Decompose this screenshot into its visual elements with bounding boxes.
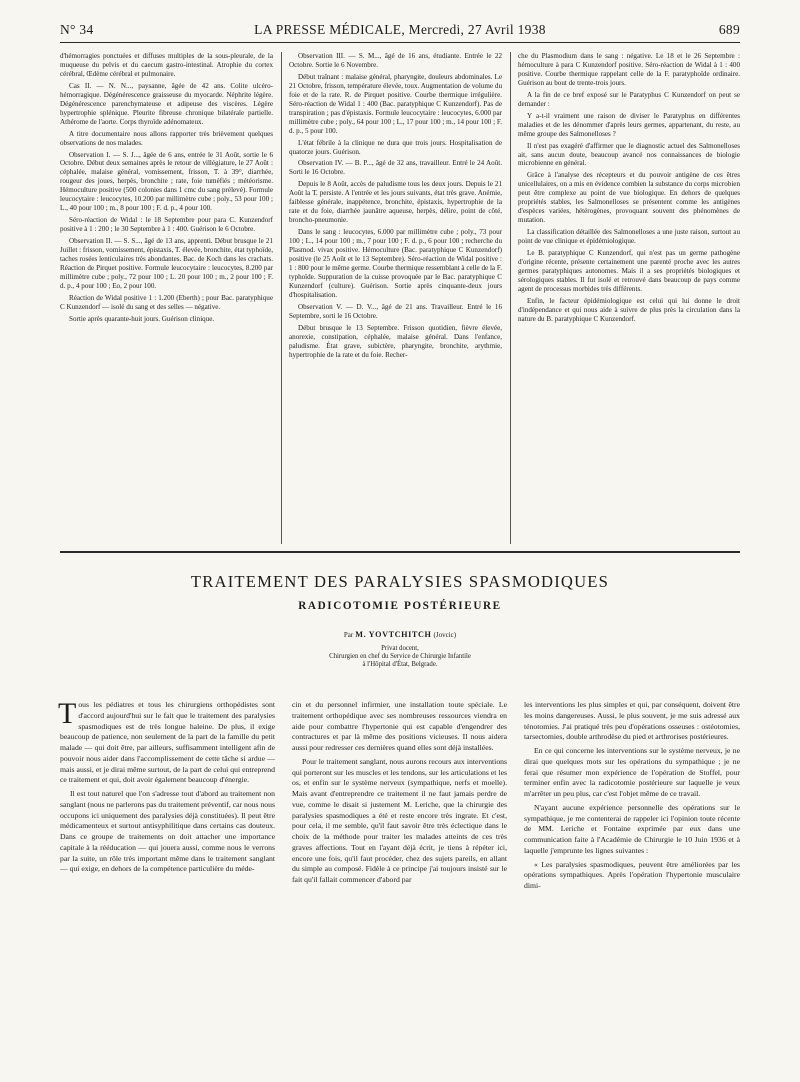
article-column-1 xyxy=(58,697,275,1068)
paragraph: Observation III. — S. M..., âgé de 16 ans, étudiante. Entrée le 22 Octobre. Sortie le 6 Novembre. xyxy=(289,52,502,69)
paragraph: Depuis le 8 Août, accès de paludisme tous les deux jours. Depuis le 21 Août la T. persiste. A l'entrée et les jours suivants, état très grave. Anémie, faiblesse générale, inappétence, bronchite, épistaxis, hypertrophie de la rate et du foie, diarrhée jaunâtre aqueuse, herpès, délire, point de côté, broncho-pneumonie. xyxy=(289,180,502,225)
paragraph: d'hémorragies ponctuées et diffuses multiples de la sous-pleurale, de la muqueuse du pelvis et du caecum gastro-intestinal. Atrophie du cortex cérébral, Œdème cérébral et pulmonaire. xyxy=(60,52,273,78)
top-column-3 xyxy=(518,52,740,544)
paragraph: Séro-réaction de Widal : le 18 Septembre pour para C. Kunzendorf positive à 1 : 200 ; le 30 Septembre à 1 : 400. Guérison le 6 Octobre. xyxy=(60,216,273,234)
column-divider xyxy=(281,52,282,544)
issue-number: N° 34 xyxy=(60,22,94,37)
top-column-2 xyxy=(289,52,502,544)
paragraph: Réaction de Widal positive 1 : 1.200 (Eberth) ; pour Bac. paratyphique C Kunzendorf — isolé du sang et des selles — négative. xyxy=(60,293,273,311)
running-header xyxy=(60,22,740,40)
paragraph: Sortie après quarante-huit jours. Guérison clinique. xyxy=(69,314,215,323)
journal-title: LA PRESSE MÉDICALE, Mercredi, 27 Avril 1938 xyxy=(254,22,546,37)
author-name: M. YOVTCHITCH xyxy=(355,630,432,639)
page-number: 689 xyxy=(718,22,740,37)
paragraph: A la fin de ce bref exposé sur le Paratyphus C Kunzendorf on peut se demander : xyxy=(518,90,740,108)
paragraph: La classification détaillée des Salmonelloses a une juste raison, surtout au point de vue clinique et épidémiologique. xyxy=(518,228,740,246)
article-subtitle: RADICOTOMIE POSTÉRIEURE xyxy=(298,600,502,612)
paragraph: Enfin, le facteur épidémiologique est celui qui lui donne le droit d'indépendance et qui nous aide à suivre de plus près la circulation dans la nature du B. paratyphique C Kunzendorf. xyxy=(518,296,740,323)
paragraph: Observation IV. — B. P..., âgé de 32 ans, travailleur. Entré le 24 Août. Sorti le 16 Octobre. xyxy=(289,159,502,177)
author-affiliation xyxy=(180,645,620,670)
affiliation-line: Chirurgien en chef du Service de Chirurgie Infantile xyxy=(329,653,471,661)
paragraph: che du Plasmodium dans le sang : négative. Le 18 et le 26 Septembre : hémoculture à para C Kunzendorf positive. Séro-réaction de Widal à 1 : 400 positive. Courbe thermique rappelant celle de la F. paratyphoïde ordinaire. Guérison au bout de trente-trois jours. xyxy=(518,52,740,87)
paragraph: L'état fébrile à la clinique ne dura que trois jours. Hospitalisation de quatorze jours. Guérison. xyxy=(289,138,502,156)
paragraph: cin et du personnel infirmier, une installation toute spéciale. Le traitement orthopédique avec ses nombreuses ressources viendra en aide pour combattre l'hypertonie qui est capable d'engendrer des contractures et par là même des positions vicieuses. Il nous aidera aussi pour redresser ces dernières quand elles sont déjà installées. xyxy=(292,700,507,752)
drop-cap: T xyxy=(58,697,77,730)
author-byline xyxy=(40,630,760,639)
article-column-2 xyxy=(292,700,507,1068)
paragraph-text: ous les pédiatres et tous les chirurgiens orthopédistes sont d'accord aujourd'hui sur le fait que le traitement des paralysies spasmodiques est de très longue haleine. De plus, il exige beaucoup de patience, non seulement de la part de la famille du petit malade — qui doit être, par ailleurs, suffisamment intelligent afin de pouvoir nous aider dans l'accomplissement de cette tâche si ardue — mais aussi, et je dirai même surtout, de la part de celui qui entreprend ce traitement et qui, doit avoir également beaucoup d'énergie. xyxy=(60,700,275,785)
article-column-3 xyxy=(524,700,740,1068)
article-title: TRAITEMENT DES PARALYSIES SPASMODIQUES xyxy=(190,572,610,591)
paragraph: Observation II. — S. S..., âgé de 13 ans, apprenti. Début brusque le 21 Juillet : frisson, vomissement, épistaxis, T. élevée, bronchite, état typhoïde, taches rosées lenticulaires très abondantes. Bac. de Koch dans les crachats. Réaction de Pirquet positive. Formule leucocytaire : leucocytes, 8.200 par millimètre cube ; poly., 72 pour 100 ; L. 20 pour 100 ; m., 2 pour 100 ; F. d. p., 4 pour 100 ; Eo, 2 pour 100. xyxy=(60,237,273,290)
paragraph: Début brusque le 13 Septembre. Frisson quotidien, fièvre élevée, anorexie, constipation, céphalée, malaise général. Dans l'enfance, paludisme. État grave, subictère, pharyngite, bronchite, arythmie, hypertrophie de la rate et du foie. Recher- xyxy=(289,323,502,359)
affiliation-line: Privat docent, xyxy=(381,645,419,652)
paragraph: N'ayant aucune expérience personnelle des opérations sur le sympathique, je me contenterai de rappeler ici l'opinion toute récente de MM. Leriche et Fontaine exprimée par eux dans une communication faite à l'Académie de Chirurgie le 10 Juin 1936 et à laquelle j'emprunte les lignes suivantes : xyxy=(524,802,740,855)
paragraph: Il est tout naturel que l'on s'adresse tout d'abord au traitement non sanglant (nous ne parlerons pas du traitement préventif, car nous nous occupons ici uniquement des paralysies déjà constituées). Il peut être médicamenteux et surtout antisyphilitique dans certains cas douteux. Dans ce groupe de traitements on doit attacher une importance capitale à la rééducation — qui jouera aussi, comme nous le verrons par la suite, un rôle très important même dans le traitement sanglant — qui exige, en dehors de la compétence particulière du méde- xyxy=(60,789,275,874)
paragraph: A titre documentaire nous allons rapporter très brièvement quelques observations de nos malades. xyxy=(60,129,273,147)
top-column-1 xyxy=(60,52,273,544)
paragraph: Le B. paratyphique C Kunzendorf, qui n'est pas un germe pathogène d'origine récente, présente certainement une parenté proche avec les autres germes paratyphiques autonomes. Mais il a ses propriétés biologiques et sérologiques stables. Il fut isolé et retrouvé dans beaucoup de pays comme agent de processus morbides très différents. xyxy=(518,249,740,293)
byline-prefix: Par xyxy=(343,631,354,639)
paragraph: les interventions les plus simples et qui, par conséquent, doivent être les moins dangereuses. Aussi, le plus souvent, je me suis adressé aux ténotomies. J'ai pratiqué très peu d'opérations osseuses : ostéotomies, tarsectomies, double arthrodèse du pied et arthrorises postérieures. xyxy=(524,700,740,742)
paragraph: Observation I. — S. J..., âgée de 6 ans, entrée le 31 Août, sortie le 6 Octobre. Début deux semaines après le retour de villégiature, le 27 Août : céphalée, malaise général, vomissement, frisson, T. à 39°, diarrhée, rougeur des joues, herpès, bronchite ; rate, foie tuméfiés ; météorisme. Hémoculture positive (500 colonies dans 1 cmc du sang prélevé). Formule leucocytaire : leucocytes, 10.200 par millimètre cube ; poly., 53 pour 100 ; L., 40 pour 100 ; m., 8 pour 100 ; F. d. p., 4 pour 100. xyxy=(60,150,273,213)
paragraph: Observation V. — D. V..., âgé de 21 ans. Travailleur. Entré le 16 Septembre, sorti le 16 Octobre. xyxy=(289,302,502,320)
column-divider xyxy=(510,52,511,544)
header-rule xyxy=(60,42,740,43)
paragraph: Début traînant : malaise général, pharyngite, douleurs abdominales. Le 21 Octobre, frisson, température élevée, toux. Augmentation de volume du foie et de la rate. R. de Pirquet positive. Courbe thermique irrégulière. Séro-réaction de Widal 1 : 400 (Bac. paratyphique C Kunzendorf). Pas de transpiration ; pas d'épistaxis. Formule leucocytaire : leucocytes, 6.000 par millimètre cube ; poly., 64 pour 100 ; L., 17 pour 100 ; m., 14 pour 100 ; F. d. p., 5 pour 100. xyxy=(289,72,502,135)
paragraph: Cas II. — N. N..., paysanne, âgée de 42 ans. Colite ulcéro-hémorragique. Dégénérescence graisseuse du myocarde. Néphrite légère. Dégénérescence parenchymateuse et adipeuse des viscères. Légère hypertrophie splénique. Pleurite fibreuse chronique bilatérale partielle. Athérome de l'aorte. Corps thyroïde adénomateux. xyxy=(60,81,273,126)
paragraph: Grâce à l'analyse des récepteurs et du pouvoir antigène de ces êtres unicellulaires, on a mis en évidence combien la substance du corps microbien peut être complexe au point de vue biologique. En dehors de quelques propriétés stables, les Salmonelloses se présentent comme les antigènes d'espèces variées, hétérogènes, provoquant souvent des phénomènes de mutation. xyxy=(518,171,740,225)
paragraph: Il n'est pas exagéré d'affirmer que le diagnostic actuel des Salmonelloses ait, sans aucun doute, beaucoup avancé nos connaissances de biologie microbienne en général. xyxy=(518,141,740,168)
paragraph: Dans le sang : leucocytes, 6.000 par millimètre cube ; poly., 73 pour 100 ; L., 14 pour 100 ; m., 7 pour 100 ; F. d. p., 6 pour 100 ; recherche du Plasmod. vivax positive. Hémoculture (Bac. paratyphique C Kunzendorf) positive (le 25 Août et le 13 Septembre). Séro-réaction de Widal positive : 1 : 800 pour le même germe. Courbe thermique ressemblant à celle de la F. typhoïde. Suppuration de la cuisse provoquée par le Bac. paratyphique C Kunzendorf (culture). Guérison. Sortie après cinquante-deux jours d'hospitalisation. xyxy=(289,228,502,299)
paragraph: Pour le traitement sanglant, nous aurons recours aux interventions qui porteront sur les muscles et les tendons, sur les articulations et les os, et enfin sur le système nerveux (sympathique, nerfs et moelle). Mais avant d'entreprendre ce traitement il ne faut jamais perdre de vue, comme le disait si justement M. Leriche, que la chirurgie des paralysies spasmodiques a été et reste encore très ingrate. Et c'est, pour cela, il me semble, qu'il faut savoir être très éclectique dans le choix de la méthode pour traiter les malades atteints de ces très graves affections. Tout en l'ayant déjà écrit, je tiens à répéter ici, encore une fois, qu'il faut procéder, chez des sujets pareils, en allant du simple au composé. Fidèle à ce principe j'ai toujours insisté sur le fait qu'il fallait commencer d'abord par xyxy=(292,756,507,884)
paragraph: En ce qui concerne les interventions sur le système nerveux, je ne dirai que quelques mots sur les opérations du sympathique ; je ne ferai que résumer mon expérience de l'opération de Stoffel, pour terminer enfin avec la radicotomie postérieure sur laquelle je veux m'arrêter un peu plus, car c'est l'objet même de ce travail. xyxy=(524,746,740,798)
affiliation-line: à l'Hôpital d'État, Belgrade. xyxy=(362,661,438,669)
paragraph xyxy=(58,697,275,786)
paragraph: Y a-t-il vraiment une raison de diviser le Paratyphus en différentes maladies et de les dénommer d'après leurs germes, appartenant, du reste, au même groupe des Salmonelloses ? xyxy=(518,111,740,138)
paragraph: « Les paralysies spasmodiques, peuvent être améliorées par les opérations sympathiques. Après l'opération l'hypertonie musculaire dimi- xyxy=(524,859,740,890)
author-alt-spelling: (Jovcic) xyxy=(433,631,457,639)
section-rule xyxy=(60,551,740,553)
